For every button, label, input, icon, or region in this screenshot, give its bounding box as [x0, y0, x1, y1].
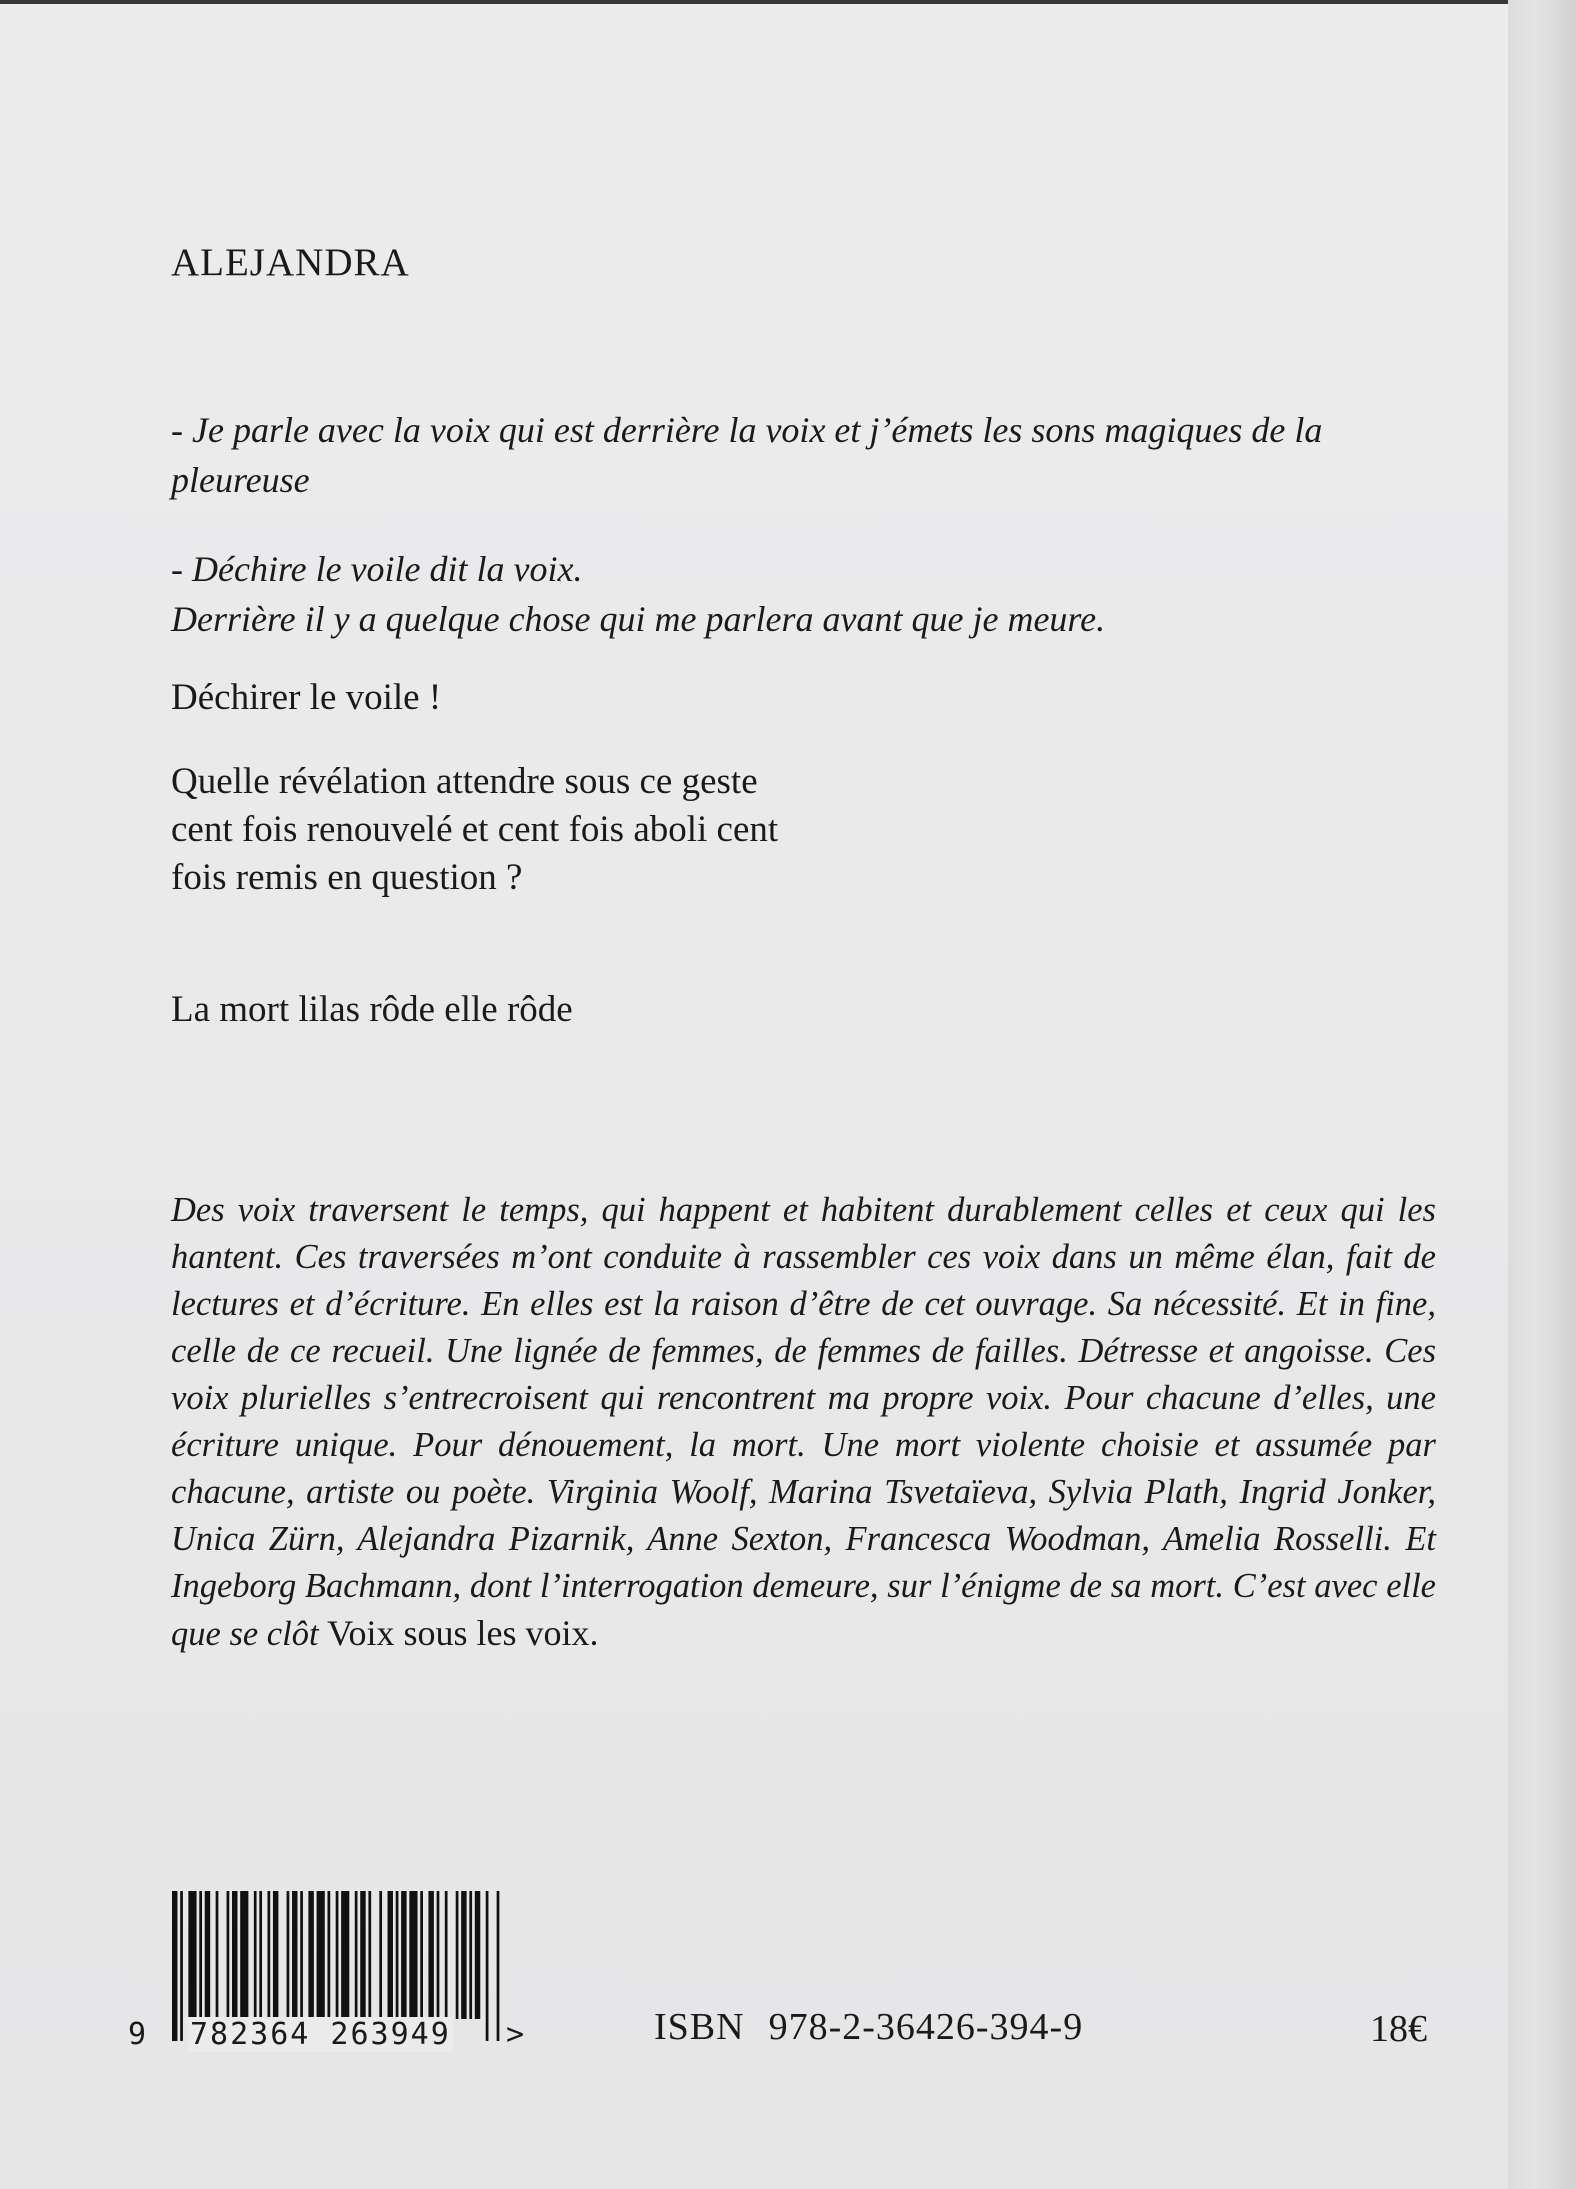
barcode-arrow: >	[506, 2017, 525, 2052]
verse-line-one: Déchirer le voile !	[171, 677, 442, 718]
barcode-bar	[254, 1891, 257, 2019]
barcode-bar	[388, 1891, 393, 2019]
barcode-bar	[199, 1891, 202, 2019]
barcode-bar	[300, 1891, 303, 2019]
barcode-bar	[317, 1891, 325, 2019]
barcode-bar	[227, 1891, 230, 2019]
barcode-bar	[205, 1891, 210, 2019]
back-cover-blurb	[171, 1187, 1436, 1658]
barcode-bar	[497, 1891, 500, 2041]
barcode-bar	[486, 1891, 489, 2041]
quote-two-line-two: Derrière il y a quelque chose qui me parlera avant que je meure.	[171, 599, 1106, 639]
quote-two-line-one: - Déchire le voile dit la voix.	[171, 549, 583, 589]
isbn-number: 978-2-36426-394-9	[768, 2006, 1084, 2048]
verse-line-three: La mort lilas rôde elle rôde	[171, 989, 573, 1030]
blurb-book-title: Voix sous les voix.	[327, 1613, 599, 1653]
barcode-bar	[461, 1891, 466, 2019]
barcode-bar	[308, 1891, 313, 2019]
barcode-bar	[428, 1891, 433, 2019]
quote-two	[171, 544, 1371, 644]
barcode-bar	[401, 1891, 406, 2019]
barcode-bar	[267, 1891, 270, 2019]
isbn	[654, 2005, 1083, 2049]
barcode-bar	[360, 1891, 365, 2019]
barcode-bar	[273, 1891, 278, 2019]
barcode-bar	[379, 1891, 382, 2019]
barcode-bar	[180, 1891, 183, 2041]
barcode-bar	[437, 1891, 440, 2019]
barcode-bar	[368, 1891, 371, 2019]
barcode-bar	[292, 1891, 297, 2019]
spine-edge	[1508, 0, 1575, 2189]
price: 18€	[1370, 2008, 1427, 2050]
barcode-bar	[469, 1891, 472, 2019]
barcode-bar	[409, 1891, 417, 2019]
barcode-bar	[232, 1891, 237, 2019]
poem-title: ALEJANDRA	[171, 241, 410, 284]
quote-one: - Je parle avec la voix qui est derrière la voix et j’émets les sons magiques de la pleureuse	[171, 410, 1323, 500]
barcode-bar	[216, 1891, 219, 2019]
barcode-bar	[445, 1891, 448, 2019]
isbn-label: ISBN	[654, 2006, 745, 2048]
barcode-bar	[240, 1891, 248, 2019]
barcode-lead-digit: 9	[128, 2017, 147, 2052]
barcode-bar	[188, 1891, 196, 2019]
barcode-bar	[259, 1891, 262, 2019]
barcode-bar	[420, 1891, 423, 2019]
barcode-bar	[172, 1891, 177, 2041]
barcode-bar	[396, 1891, 399, 2019]
barcode-bar	[327, 1891, 330, 2019]
barcode-bar	[456, 1891, 459, 2019]
barcode-bar	[336, 1891, 339, 2019]
back-cover	[0, 4, 1508, 2189]
blurb-text: Des voix traversent le temps, qui happent et habitent durablement celles et ceux qui les hantent. Ces traversées m’ont conduite à rassembler ces voix dans un même élan, fait de lectures et d’écriture. En elles est la raison d’être de cet ouvrage. Sa nécessité. Et in fine, celle de ce recueil. Une lignée de femmes, de femmes de failles. Détresse et angoisse. Ces voix plurielles s’entrecroisent qui rencontrent ma propre voix. Pour chacune d’elles, une écriture unique. Pour dénouement, la mort. Une mort violente choisie et assumée par chacune, artiste ou poète. Virginia Woolf, Marina Tsvetaïeva, Sylvia Plath, Ingrid Jonker, Unica Zürn, Alejandra Pizarnik, Anne Sexton, Francesca Woodman, Amelia Rosselli. Et Ingeborg Bachmann, dont l’interrogation demeure, sur l’énigme de sa mort. C’est avec elle que se clôt	[171, 1191, 1436, 1653]
barcode	[118, 1891, 538, 2056]
barcode-bar	[475, 1891, 480, 2019]
barcode-bar	[287, 1891, 290, 2019]
barcode-digits: 782364 263949	[190, 2017, 451, 2052]
verse-line-two: Quelle révélation attendre sous ce geste cent fois renouvelé et cent fois aboli cent fois remis en question ?	[171, 761, 779, 898]
